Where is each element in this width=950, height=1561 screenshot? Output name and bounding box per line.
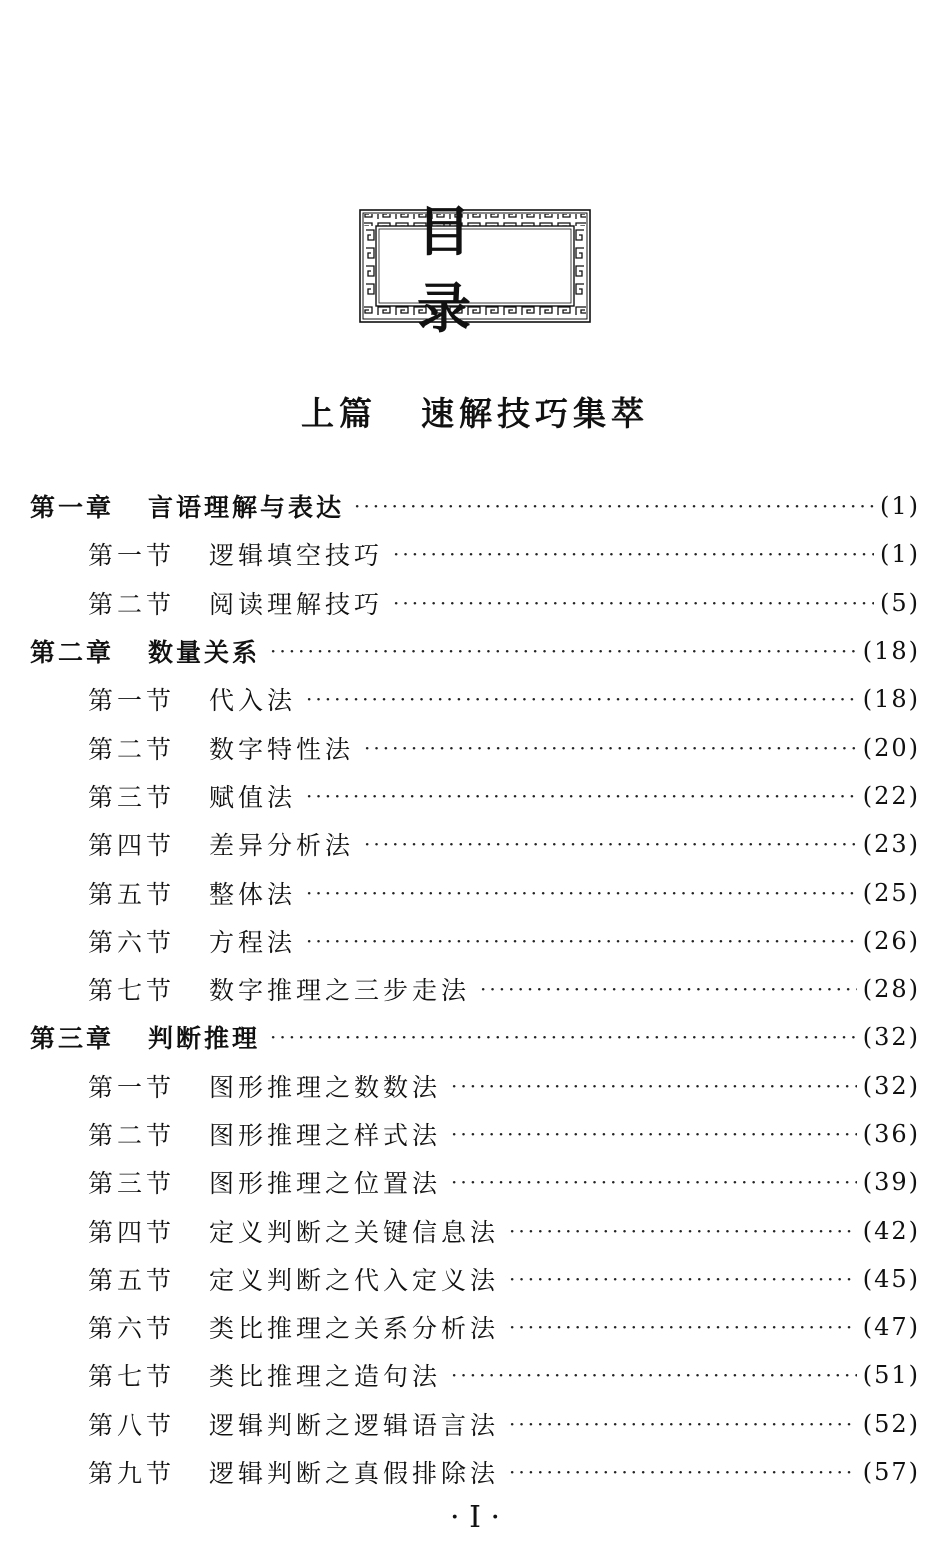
toc-page-number: (32) bbox=[862, 1023, 920, 1052]
toc-section-row[interactable] bbox=[30, 1158, 920, 1206]
toc-page-number: (1) bbox=[880, 540, 920, 569]
toc-entry-number: 第一节 bbox=[88, 1072, 176, 1102]
toc-entry-title: 数量关系 bbox=[148, 638, 261, 668]
toc-section-row[interactable] bbox=[30, 1448, 920, 1496]
toc-entry-title: 言语理解与表达 bbox=[148, 493, 345, 523]
toc-section-row[interactable] bbox=[30, 1400, 920, 1448]
toc-entry-title: 赋值法 bbox=[209, 782, 297, 812]
toc-page-number: (18) bbox=[862, 637, 920, 666]
dot-leader bbox=[306, 881, 857, 905]
toc-section-row[interactable] bbox=[30, 965, 920, 1013]
toc-chapter-row[interactable] bbox=[30, 1013, 920, 1061]
toc-entry-title: 图形推理之样式法 bbox=[209, 1121, 442, 1150]
toc-chapter-row[interactable] bbox=[30, 482, 920, 530]
toc-entry-title: 定义判断之代入定义法 bbox=[209, 1265, 500, 1295]
page-title: 目 录 bbox=[417, 200, 529, 340]
dot-leader bbox=[393, 591, 874, 615]
toc-entry-number: 第七节 bbox=[88, 976, 176, 1006]
toc-entry-number: 第二节 bbox=[88, 589, 176, 619]
part-name: 速解技巧集萃 bbox=[421, 394, 649, 433]
toc-page-number: (36) bbox=[862, 1120, 920, 1148]
title-frame bbox=[359, 200, 591, 340]
toc-entry-number: 第五节 bbox=[88, 1265, 176, 1295]
toc-section-row[interactable] bbox=[30, 530, 920, 578]
toc-page-number: (45) bbox=[862, 1264, 920, 1293]
toc-entry-number: 第五节 bbox=[88, 879, 176, 909]
toc-entry-number: 第八节 bbox=[88, 1410, 176, 1440]
toc-entry-number: 第三章 bbox=[30, 1024, 115, 1054]
dot-leader bbox=[451, 1170, 857, 1194]
toc-entry-title: 判断推理 bbox=[148, 1024, 261, 1054]
dot-leader bbox=[354, 494, 874, 518]
toc-entry-number: 第一节 bbox=[88, 686, 176, 716]
page-number: · I · bbox=[450, 1500, 500, 1535]
part-title bbox=[0, 388, 950, 435]
dot-leader bbox=[509, 1412, 857, 1436]
dot-leader bbox=[364, 832, 857, 856]
dot-leader bbox=[451, 1122, 857, 1146]
toc-section-row[interactable] bbox=[30, 1351, 920, 1399]
toc-entry-number: 第一节 bbox=[88, 541, 176, 571]
dot-leader bbox=[509, 1315, 857, 1339]
dot-leader bbox=[364, 736, 857, 760]
toc-page-number: (51) bbox=[862, 1361, 920, 1390]
toc-section-row[interactable] bbox=[30, 917, 920, 965]
toc-entry-number: 第二章 bbox=[30, 638, 115, 668]
dot-leader bbox=[451, 1074, 857, 1098]
toc-entry-title: 类比推理之关系分析法 bbox=[209, 1314, 500, 1344]
toc-page-number: (57) bbox=[862, 1458, 920, 1487]
toc-section-row[interactable] bbox=[30, 772, 920, 820]
toc-entry-number: 第六节 bbox=[88, 927, 176, 957]
toc-entry-title: 方程法 bbox=[209, 927, 297, 957]
toc-entry-number: 第三节 bbox=[88, 1169, 176, 1199]
toc-chapter-row[interactable] bbox=[30, 627, 920, 675]
dot-leader bbox=[306, 687, 857, 711]
toc-entry-number: 第四节 bbox=[88, 1217, 176, 1247]
toc-entry-number: 第九节 bbox=[88, 1459, 176, 1489]
table-of-contents bbox=[30, 482, 920, 1496]
toc-entry-title: 逻辑判断之真假排除法 bbox=[209, 1459, 500, 1489]
toc-entry-title: 定义判断之关键信息法 bbox=[209, 1217, 500, 1247]
toc-entry-number: 第七节 bbox=[88, 1362, 176, 1392]
dot-leader bbox=[306, 784, 857, 808]
toc-page-number: (22) bbox=[862, 781, 920, 810]
toc-section-row[interactable] bbox=[30, 868, 920, 916]
toc-section-row[interactable] bbox=[30, 1303, 920, 1351]
toc-page-number: (23) bbox=[862, 830, 920, 859]
toc-section-row[interactable] bbox=[30, 1206, 920, 1254]
dot-leader bbox=[270, 1025, 857, 1049]
toc-section-row[interactable] bbox=[30, 675, 920, 723]
dot-leader bbox=[509, 1460, 857, 1484]
toc-section-row[interactable] bbox=[30, 579, 920, 627]
toc-entry-number: 第六节 bbox=[88, 1314, 176, 1344]
toc-section-row[interactable] bbox=[30, 1062, 920, 1110]
toc-entry-title: 数字推理之三步走法 bbox=[209, 976, 471, 1006]
toc-page-number: (25) bbox=[862, 878, 920, 907]
toc-page-number: (5) bbox=[880, 588, 920, 617]
toc-entry-title: 数字特性法 bbox=[209, 734, 355, 764]
toc-page-number: (39) bbox=[862, 1168, 920, 1197]
toc-page-number: (26) bbox=[862, 926, 920, 955]
toc-entry-number: 第三节 bbox=[88, 782, 176, 812]
toc-entry-title: 类比推理之造句法 bbox=[209, 1362, 442, 1392]
toc-entry-title: 逻辑填空技巧 bbox=[209, 541, 384, 571]
toc-entry-number: 第一章 bbox=[30, 493, 115, 523]
toc-entry-number: 第二节 bbox=[88, 734, 176, 764]
toc-page-number: (52) bbox=[862, 1409, 920, 1438]
toc-page-number: (28) bbox=[862, 975, 920, 1004]
toc-entry-title: 逻辑判断之逻辑语言法 bbox=[209, 1410, 500, 1440]
toc-entry-title: 代入法 bbox=[209, 686, 297, 716]
dot-leader bbox=[393, 542, 874, 566]
dot-leader bbox=[480, 977, 857, 1001]
toc-entry-title: 图形推理之位置法 bbox=[209, 1169, 442, 1199]
toc-entry-title: 差异分析法 bbox=[209, 831, 355, 861]
toc-section-row[interactable] bbox=[30, 1255, 920, 1303]
toc-entry-title: 图形推理之数数法 bbox=[209, 1072, 442, 1102]
toc-section-row[interactable] bbox=[30, 723, 920, 771]
toc-page-number: (42) bbox=[862, 1216, 920, 1245]
dot-leader bbox=[451, 1363, 857, 1387]
toc-page-number: (1) bbox=[880, 492, 920, 521]
toc-entry-number: 第四节 bbox=[88, 831, 176, 861]
toc-entry-number: 第二节 bbox=[88, 1121, 176, 1150]
toc-page-number: (32) bbox=[862, 1071, 920, 1100]
toc-page-number: (18) bbox=[862, 685, 920, 714]
dot-leader bbox=[270, 639, 857, 663]
toc-section-row[interactable] bbox=[30, 1110, 920, 1158]
toc-entry-title: 阅读理解技巧 bbox=[209, 589, 384, 619]
dot-leader bbox=[509, 1267, 857, 1291]
toc-entry-title: 整体法 bbox=[209, 879, 297, 909]
toc-page-number: (20) bbox=[862, 733, 920, 762]
dot-leader bbox=[509, 1219, 857, 1243]
dot-leader bbox=[306, 929, 857, 953]
toc-section-row[interactable] bbox=[30, 820, 920, 868]
toc-page-number: (47) bbox=[862, 1313, 920, 1342]
part-label: 上篇 bbox=[301, 394, 377, 433]
